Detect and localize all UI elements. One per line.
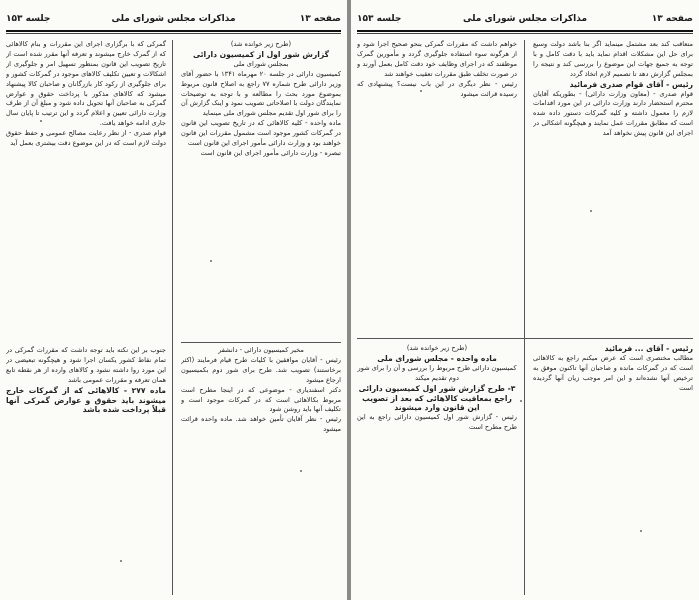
scan-speck (210, 260, 212, 262)
left-header-rule-thin (6, 33, 341, 34)
item-heading: ۳- طرح گزارش شور اول کمیسیون دارائی راجع بمعافیت کالاهائی که بعد از تصویب این قانون وارد میشوند (358, 383, 516, 413)
left-top-right-column (181, 40, 341, 340)
article-heading: ماده ۲۷۷ - کالاهائی که از گمرکات خارج میشوند باید حقوق و عوارض گمرکی آنها قبلاً پرداخت شده باشد (6, 385, 166, 415)
signature-line: مخبر کمیسیون دارائی - دانشفر (218, 346, 304, 354)
left-bottom-right-column (181, 346, 341, 594)
right-top-right-column (533, 40, 693, 335)
paragraph: گمرکی که با برگزاری اجرای این مقررات و بنام کالاهائی که از گمرک خارج میشوند و تعرفه آنها مقرر شده است از تاریخ تصویب این قانون بمنظور تسهیل امر و جلوگیری از اشکالات و تعیین تکلیف کالاهای موجود در گمرکات کشور و برای جلوگیری از رکود کار بازرگانان و صاحبان کالا پیشنهاد میشود که کالاهای مذکور با پرداخت حقوق و عوارض گمرکی به صاحبان آنها تحویل داده شود و مبلغ آن از طرف وزارت دارائی تعیین و اعلام گردد و این ترتیب تا پایان سال جاری ادامه خواهد یافت. (6, 40, 166, 128)
left-page-number: صفحه ۱۳ (299, 14, 341, 24)
scan-speck (120, 560, 122, 562)
right-page-number: صفحه ۱۳ (651, 14, 693, 24)
left-header-rule (6, 30, 341, 32)
paragraph: ماده واحده - کلیه کالاهائی که در تاریخ تصویب این قانون در گمرکات کشور موجود است مشمول مقررات این قانون خواهند بود و وزارت دارائی مأمور اجرای این قانون است (181, 119, 341, 148)
right-page (351, 0, 699, 600)
section-divider (357, 338, 693, 339)
scan-speck (40, 120, 42, 122)
right-header-rule (357, 30, 693, 32)
paragraph: (طرح زیر خوانده شد) (230, 40, 292, 48)
right-bottom-right-column (533, 344, 693, 594)
paragraph: دکتر اسفندیاری - موضوعی که در اینجا مطرح است مربوط بکالاهائی است که در گمرکات موجود است و تکلیف آنها باید روشن شود (181, 385, 341, 414)
paragraph: رئیس - نظر دیگری در این باب نیست؟ پیشنهادی که رسیده قرائت میشود (357, 79, 517, 98)
left-page-session: جلسه ۱۵۳ (6, 14, 51, 24)
column-divider (524, 40, 525, 595)
paragraph: رئیس - آقایان موافقین با کلیات طرح قیام فرمایند (اکثر برخاستند) تصویب شد. طرح برای شور دوم بکمیسیون ارجاع میشود (181, 355, 341, 384)
right-header-rule-thin (357, 33, 693, 34)
scan-speck (590, 210, 592, 212)
paragraph: مطالب مختصری است که عرض میکنم راجع به کالاهائی است که در گمرکات مانده و صاحبان آنها تاکنون موفق به ترخیص آنها نشده‌اند و این امر موجب زیان آنها گردیده است (533, 353, 693, 392)
paragraph: خواهم داشت که مقررات گمرکی بنحو صحیح اجرا شود و از هرگونه سوء استفاده جلوگیری گردد و مأمورین گمرک موظفند که در اجرای وظایف خود دقت کامل بعمل آورند و در صورت تخلف طبق مقررات تعقیب خواهند شد (357, 40, 517, 78)
right-top-left-column (357, 40, 517, 335)
paragraph: کمیسیون دارائی در جلسه ۲۰ مهرماه ۱۳۴۱ با حضور آقای وزیر دارائی طرح شماره ۷۷ راجع به اصلاح قانون مربوط بموضوع مورد بحث را مطالعه و با توجه به توضیحات نمایندگان دولت با اصلاحاتی تصویب نمود و اینک گزارش آن را برای شور اول تقدیم مجلس شورای ملی مینماید (181, 69, 341, 118)
scan-speck (420, 90, 422, 92)
speaker-line: رئیس - آقای قوام صدری فرمائید (569, 79, 693, 89)
report-recipient: بمجلس شورای ملی (233, 59, 289, 68)
section-divider (181, 342, 341, 343)
speaker-line: رئیس - آقای ... فرمائید (604, 344, 693, 353)
column-divider (172, 40, 173, 595)
paragraph: رئیس - گزارش شور اول کمیسیون دارائی راجع به این طرح مطرح است (357, 413, 517, 432)
left-top-left-column (6, 40, 166, 340)
left-bottom-left-column (6, 346, 166, 594)
heading: ماده واحده - مجلس شورای ملی (377, 353, 497, 363)
paragraph: جنوب بر این نکته باید توجه داشت که مقررات گمرکی در تمام نقاط کشور یکسان اجرا شود و هیچگونه تبعیضی در این مورد روا داشته نشود و کالاهای وارده از هر نقطه تابع همان تعرفه و مقررات عمومی باشد (6, 346, 166, 384)
paragraph: قوام صدری - از نظر رعایت مصالح عمومی و حفظ حقوق دولت لازم است که در این موضوع دقت بیشتری بعمل آید (6, 129, 166, 148)
right-bottom-left-column (357, 344, 517, 594)
scan-speck (640, 530, 642, 532)
paragraph: تبصره - وزارت دارائی مأمور اجرای این قانون است (200, 148, 341, 157)
right-page-title: مذاکرات مجلس شورای ملی (462, 14, 588, 24)
paragraph: (طرح زیر خوانده شد) (406, 344, 468, 352)
left-page (0, 0, 347, 600)
report-heading: گزارش شور اول از کمیسیون دارائی (193, 49, 329, 59)
paragraph: متعاقب کند بعد مشتمل مینماید اگر بنا باشد دولت وسیع برای حل این مشکلات اقدام نماید باید با دقت کامل و با توجه به جمیع جهات این موضوع را بررسی کند و نتیجه را بمجلس گزارش دهد تا تصمیم لازم اتخاذ گردد (533, 40, 693, 78)
scan-speck (520, 400, 522, 402)
scan-speck (300, 470, 302, 472)
paragraph: رئیس - نظر آقایان تأمین خواهد شد. ماده واحده قرائت میشود (181, 415, 341, 434)
paragraph: کمیسیون دارائی طرح مربوط را بررسی و آن را برای شور دوم تقدیم میکند (357, 363, 517, 382)
paragraph: قوام صدری - (معاون وزارت دارائی) - بطوریکه آقایان محترم استحضار دارند وزارت دارائی در این مورد اقدامات لازم را معمول داشته و کلیه گمرکات دستور داده شده است که مطابق مقررات عمل نمایند و هیچگونه اشکالی در اجرای این قانون پیش نخواهد آمد (533, 89, 693, 138)
left-page-title: مذاکرات مجلس شورای ملی (111, 14, 236, 24)
right-page-session: جلسه ۱۵۳ (357, 14, 402, 24)
